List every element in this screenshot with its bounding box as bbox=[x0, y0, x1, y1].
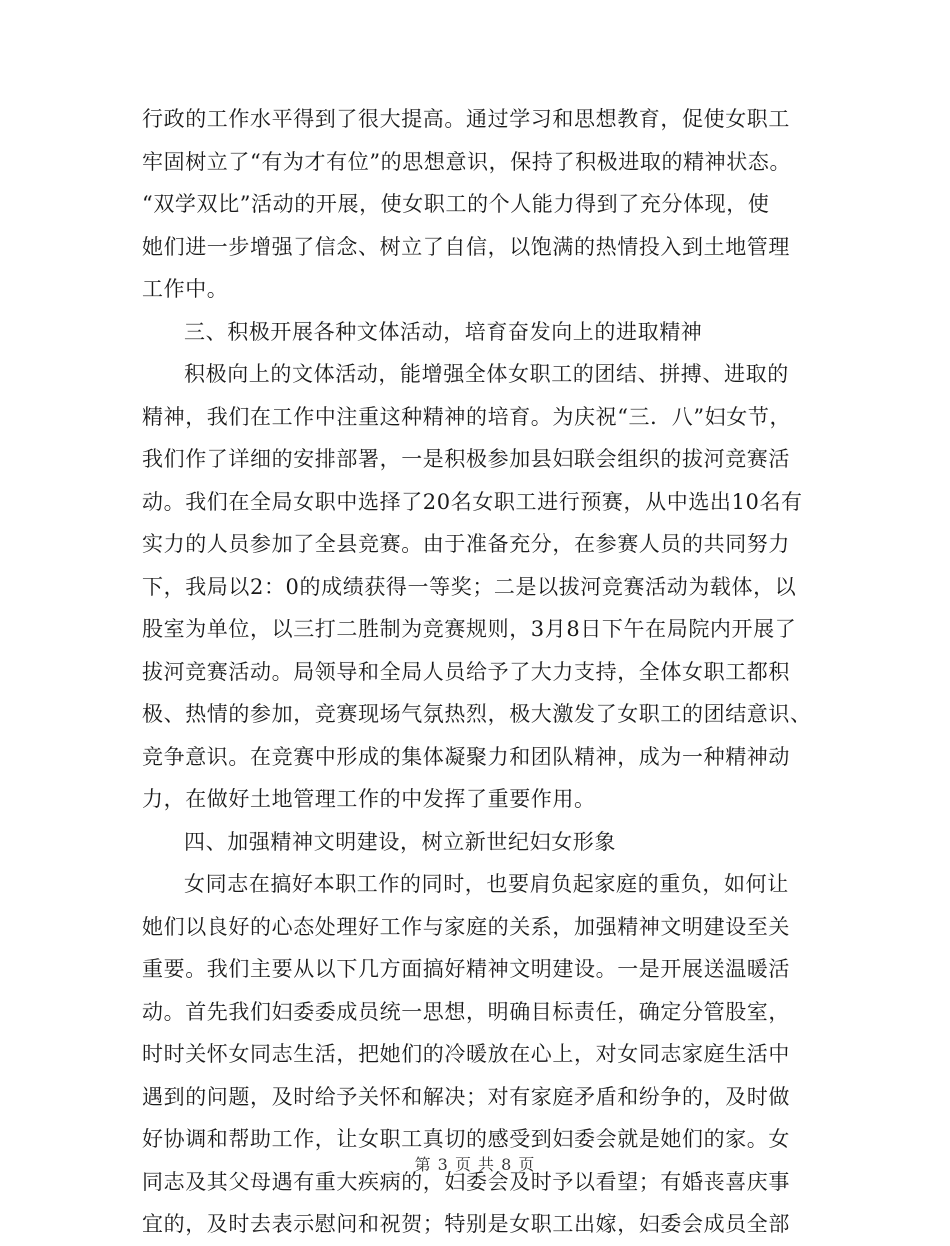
text-line: 牢固树立了“有为才有位”的思想意识，保持了积极进取的精神状态。 bbox=[142, 149, 792, 174]
text-line: 股室为单位，以三打二胜制为竞赛规则，3月8日下午在局院内开展了 bbox=[142, 617, 797, 641]
text-line: 精神，我们在工作中注重这种精神的培育。为庆祝“三．八”妇女节， bbox=[142, 404, 792, 429]
text-line: 时时关怀女同志生活，把她们的冷暖放在心上，对女同志家庭生活中 bbox=[142, 1042, 790, 1066]
text-line: 四、加强精神文明建设，树立新世纪妇女形象 bbox=[184, 829, 616, 854]
text-line: 行政的工作水平得到了很大提高。通过学习和思想教育，促使女职工 bbox=[142, 107, 790, 131]
text-line: 极、热情的参加，竞赛现场气氛热烈，极大激发了女职工的团结意识、 bbox=[142, 702, 812, 726]
text-line: 动。首先我们妇委委成员统一思想，明确目标责任，确定分管股室， bbox=[142, 999, 790, 1024]
text-line: 好协调和帮助工作，让女职工真切的感受到妇委会就是她们的家。女 bbox=[142, 1127, 790, 1151]
text-line: 拔河竞赛活动。局领导和全局人员给予了大力支持，全体女职工都积 bbox=[142, 659, 790, 684]
text-line: 动。我们在全局女职中选择了20名女职工进行预赛，从中选出10名有 bbox=[142, 489, 803, 514]
text-line: 我们作了详细的安排部署，一是积极参加县妇联会组织的拔河竞赛活 bbox=[142, 447, 790, 471]
text-line: 力，在做好土地管理工作的中发挥了重要作用。 bbox=[142, 787, 596, 811]
text-line: 下，我局以2：0的成绩获得一等奖；二是以拔河竞赛活动为载体，以 bbox=[142, 574, 797, 599]
document-body bbox=[142, 98, 814, 1246]
page-footer: 第 3 页 共 8 页 bbox=[414, 1155, 536, 1174]
text-line: 工作中。 bbox=[142, 277, 229, 301]
text-line: 她们进一步增强了信念、树立了自信，以饱满的热情投入到土地管理 bbox=[142, 234, 790, 259]
text-line: 三、积极开展各种文体活动，培育奋发向上的进取精神 bbox=[184, 319, 703, 344]
text-line: 实力的人员参加了全县竞赛。由于准备充分，在参赛人员的共同努力 bbox=[142, 532, 790, 556]
text-line: 女同志在搞好本职工作的同时，也要肩负起家庭的重负，如何让 bbox=[184, 872, 789, 896]
text-line: 她们以良好的心态处理好工作与家庭的关系，加强精神文明建设至关 bbox=[142, 914, 790, 939]
text-line: 宜的，及时去表示慰问和祝贺；特别是女职工出嫁，妇委会成员全部 bbox=[142, 1212, 790, 1236]
text-line: 重要。我们主要从以下几方面搞好精神文明建设。一是开展送温暖活 bbox=[142, 957, 790, 981]
text-line: “双学双比”活动的开展，使女职工的个人能力得到了充分体现，使 bbox=[142, 192, 770, 216]
text-line: 同志及其父母遇有重大疾病的，妇委会及时予以看望；有婚丧喜庆事 bbox=[142, 1169, 790, 1194]
text-line: 竞争意识。在竞赛中形成的集体凝聚力和团队精神，成为一种精神动 bbox=[142, 744, 790, 769]
text-line: 遇到的问题，及时给予关怀和解决；对有家庭矛盾和纷争的，及时做 bbox=[142, 1084, 790, 1109]
text-line: 积极向上的文体活动，能增强全体女职工的团结、拼搏、进取的 bbox=[184, 362, 789, 386]
